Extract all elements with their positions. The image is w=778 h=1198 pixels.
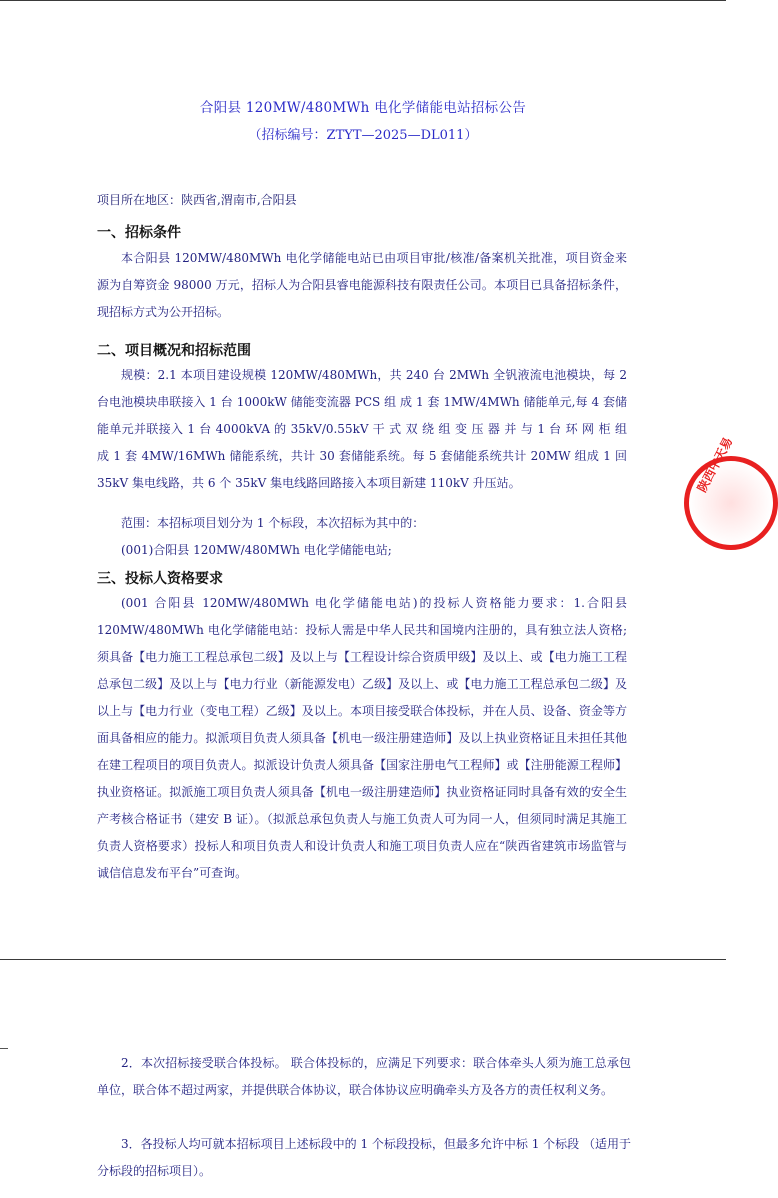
project-location: 项目所在地区：陕西省,渭南市,合阳县 (97, 193, 297, 207)
section-heading-project-overview: 二、项目概况和招标范围 (97, 343, 251, 359)
project-scale-paragraph: 规模：2.1 本项目建设规模 120MW/480MWh，共 240 台 2MWh 全钒液流电池模块，每 2 台电池模块串联接入 1 台 1000kW 储能变流器 PCS 组 成 1 套 1MW/4MWh 储能单元,每 4 套储能单元并联接入 1 台 4000kVA 的 35kV/0.55kV 干 式 双 绕 组 变 压 器 并 与 1 台 环 网 柜 组 成 1 套 4MW/16MWh 储能系统，共计 30 套储能系统。每 5 套储能系统共计 20MW 组成 1 回 35kV 集电线路，共 6 个 35kV 集电线路回路接入本项目新建 110kV 升压站。 (97, 368, 627, 490)
page-break-divider (0, 959, 726, 960)
consortium-bid-paragraph: 2．本次招标接受联合体投标。 联合体投标的，应满足下列要求：联合体牵头人须为施工总承包单位，联合体不超过两家，并提供联合体协议，联合体协议应明确牵头方及各方的责任权利义务。 (97, 1056, 631, 1097)
tender-conditions-paragraph: 本合阳县 120MW/480MWh 电化学储能电站已由项目审批/核准/备案机关批准，项目资金来源为自筹资金 98000 万元，招标人为合阳县睿电能源科技有限责任公司。本项目已具备招标条件，现招标方式为公开招标。 (97, 251, 627, 319)
document-title: 合阳县 120MW/480MWh 电化学储能电站招标公告 (199, 100, 527, 116)
tender-range-text: 范围：本招标项目划分为 1 个标段，本次招标为其中的： (121, 516, 425, 530)
lot-001-text: (001)合阳县 120MW/480MWh 电化学储能电站; (121, 543, 392, 557)
company-seal (684, 434, 778, 550)
seal-text: 陕西中天易 (694, 434, 736, 495)
tender-number: （招标编号：ZTYT—2025—DL011） (248, 128, 478, 143)
top-divider (0, 0, 726, 1)
margin-tick (0, 1048, 8, 1049)
bidder-qualifications-paragraph: (001 合阳县 120MW/480MWh 电化学储能电站)的投标人资格能力要求：1.合阳县 120MW/480MWh 电化学储能电站：投标人需是中华人民共和国境内注册的，具有独立法人资格;须具备【电力施工工程总承包二级】及以上与【工程设计综合资质甲级】及以上、或【电力施工工程总承包二级】及以上与【电力行业（新能源发电）乙级】及以上、或【电力施工工程总承包二级】及以上与【电力行业（变电工程）乙级】及以上。本项目接受联合体投标，并在人员、设备、资金等方面具备相应的能力。拟派项目负责人须具备【机电一级注册建造师】及以上执业资格证且未担任其他在建工程项目的项目负责人。拟派设计负责人须具备【国家注册电气工程师】或【注册能源工程师】执业资格证。拟派施工项目负责人须具备【机电一级注册建造师】执业资格证同时具备有效的安全生产考核合格证书（建安 B 证）。（拟派总承包负责人与施工负责人可为同一人，但须同时满足其施工负责人资格要求）投标人和项目负责人和设计负责人和施工项目负责人应在“陕西省建筑市场监管与诚信信息发布平台”可查询。 (97, 596, 627, 880)
section-heading-bidder-qualifications: 三、投标人资格要求 (97, 571, 223, 587)
lot-limit-paragraph: 3．各投标人均可就本招标项目上述标段中的 1 个标段投标，但最多允许中标 1 个标段 （适用于分标段的招标项目）。 (97, 1137, 631, 1178)
section-heading-tender-conditions: 一、招标条件 (97, 225, 181, 241)
